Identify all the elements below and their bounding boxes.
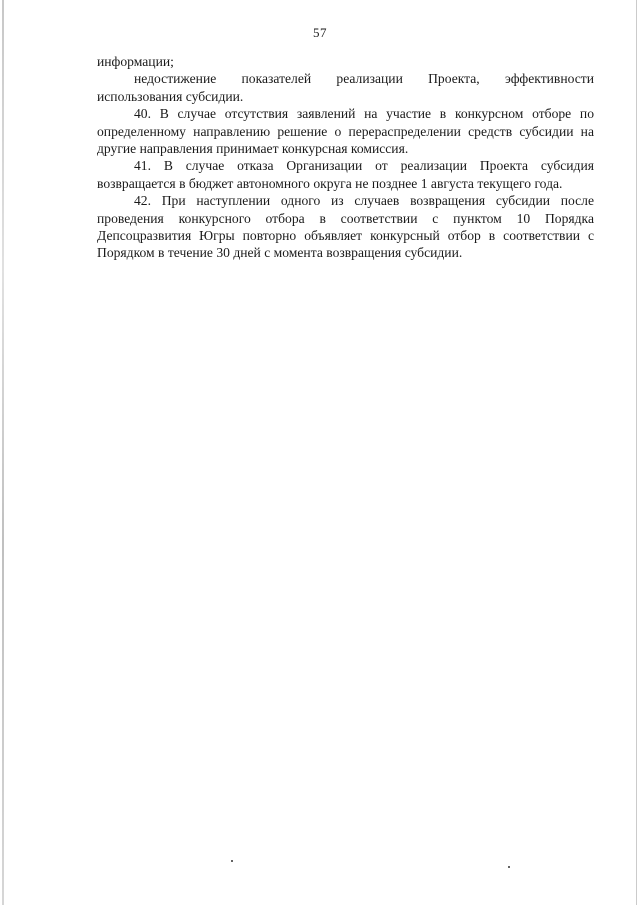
paragraph-42: 42. При наступлении одного из случаев возвращения субсидии после проведения конкурсного отбора в соответствии с пунктом 10 Порядка Депсоцразвития Югры повторно объявляет конкурсный отбор в соответствии с Порядком в течение 30 дней с момента возвращения субсидии. — [97, 193, 594, 261]
page-number: 57 — [313, 25, 327, 40]
paragraph: информации; — [97, 54, 174, 69]
scan-edge-left — [2, 0, 4, 905]
scan-speck — [508, 866, 510, 868]
paragraph-41: 41. В случае отказа Организации от реализации Проекта субсидия возвращается в бюджет автономного округа не позднее 1 августа текущего года. — [97, 158, 594, 191]
scan-edge-right — [636, 0, 637, 905]
scan-speck — [231, 860, 233, 862]
body-text — [97, 53, 594, 262]
paragraph: недостижение показателей реализации Проекта, эффективности использования субсидии. — [97, 71, 594, 104]
paragraph-40: 40. В случае отсутствия заявлений на участие в конкурсном отборе по определенному направлению решение о перераспределении средств субсидии на другие направления принимает конкурсная комиссия. — [97, 106, 594, 157]
